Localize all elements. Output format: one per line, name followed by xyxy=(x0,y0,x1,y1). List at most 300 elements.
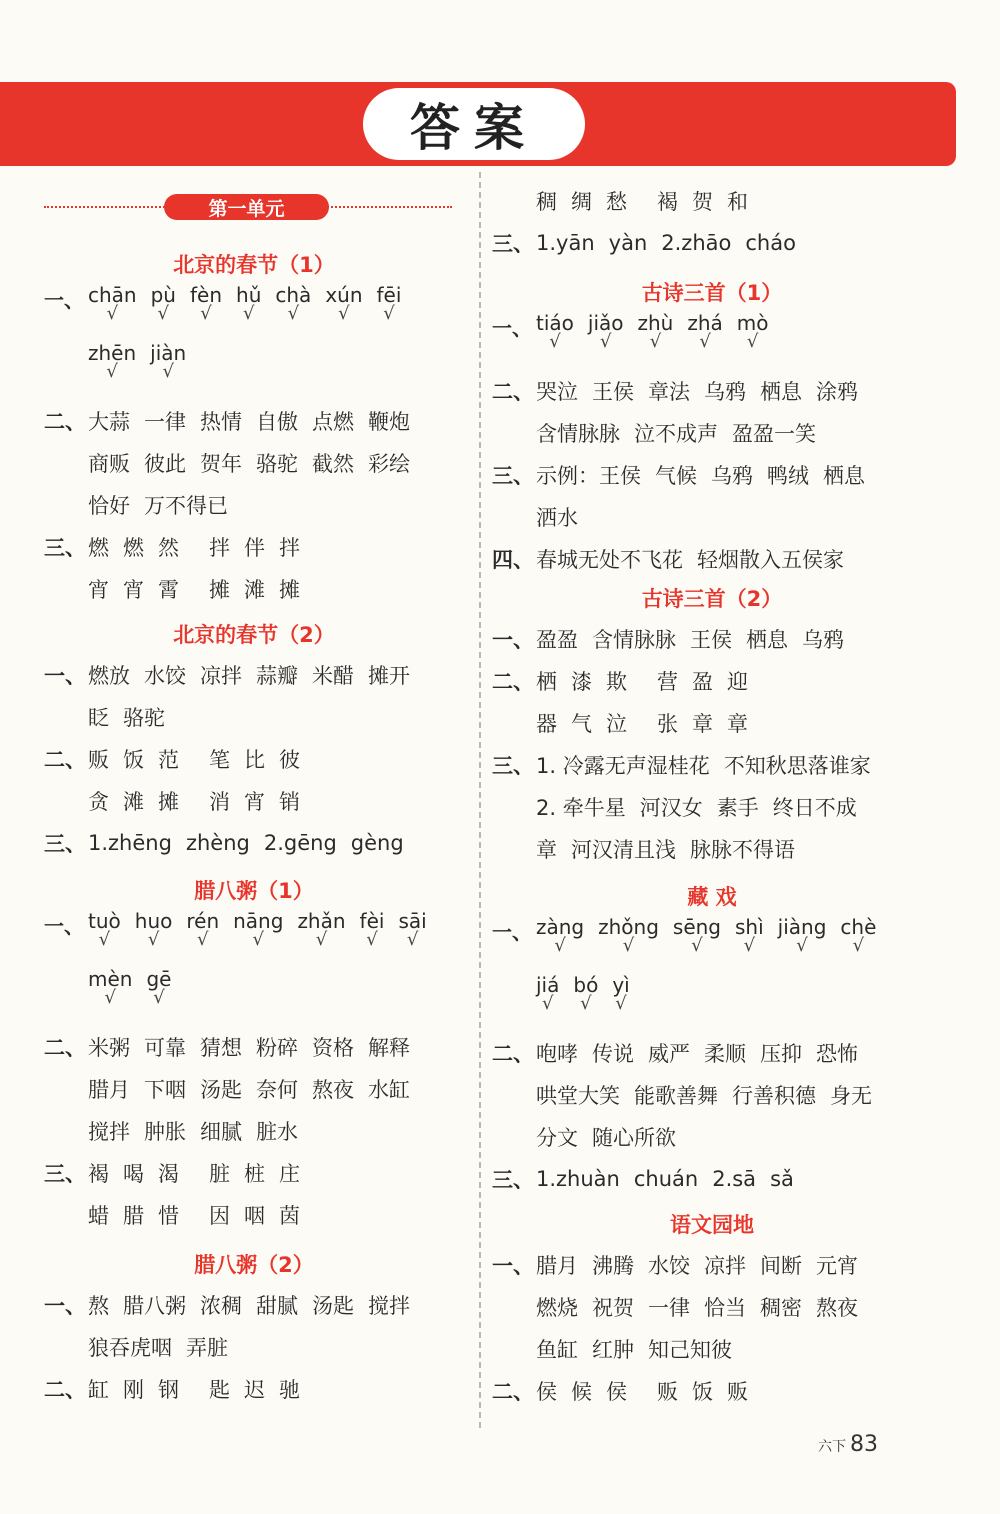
answer-item: 不知秋思落谁家 xyxy=(723,754,871,778)
pinyin-text: zhēn xyxy=(88,341,137,365)
answer-item: 脉脉不得语 xyxy=(690,838,795,862)
row-label: 二、 xyxy=(492,1042,534,1066)
answer-item: 终日不成 xyxy=(772,796,857,820)
answer-row xyxy=(492,744,932,786)
answer-item: 柔顺 xyxy=(704,1042,746,1066)
answer-item: 大蒜 xyxy=(88,410,130,434)
pinyin-text: jiá xyxy=(536,973,560,997)
check-mark-icon: √ xyxy=(200,303,212,324)
answer-item: 汤匙 xyxy=(200,1078,242,1102)
answer-item: cháo xyxy=(745,231,796,255)
answer-item: 宵 xyxy=(123,578,144,602)
answer-section xyxy=(492,882,932,1200)
answer-item: 蜡 xyxy=(88,1204,109,1228)
pinyin-text: xún xyxy=(325,283,363,307)
answer-item: 侯 xyxy=(606,1380,627,1404)
answer-item: 滩 xyxy=(123,790,144,814)
answer-item: 一律 xyxy=(144,410,186,434)
answer-item: 摊 xyxy=(158,790,179,814)
pinyin-text: jiàn xyxy=(150,341,187,365)
answer-item: 河汉女 xyxy=(639,796,703,820)
answer-item: 哭泣 xyxy=(536,380,578,404)
answer-row xyxy=(492,1286,932,1328)
row-label: 二、 xyxy=(44,748,86,772)
pinyin-text: zhá xyxy=(687,311,723,335)
answer-item: 红肿 xyxy=(592,1338,634,1362)
check-mark-icon: √ xyxy=(852,935,865,956)
answer-item: 稠密 xyxy=(760,1296,802,1320)
answer-row xyxy=(44,442,464,484)
check-mark-icon: √ xyxy=(106,361,118,382)
answer-item: 桩 xyxy=(244,1162,265,1186)
answer-row xyxy=(492,618,932,660)
answer-item: 缸 xyxy=(88,1378,109,1402)
answer-row xyxy=(44,1110,464,1152)
answer-item: 间断 xyxy=(760,1254,802,1278)
pinyin-answer xyxy=(186,910,219,948)
answer-item: 愁 xyxy=(606,190,627,214)
answer-item: 渴 xyxy=(158,1162,179,1186)
pinyin-answer xyxy=(360,910,385,948)
answer-item: 王侯 xyxy=(690,628,732,652)
answer-section xyxy=(492,278,932,580)
answer-item: 弄脏 xyxy=(186,1336,228,1360)
check-mark-icon: √ xyxy=(622,935,635,956)
answer-item: 盈盈 xyxy=(536,628,578,652)
answer-item: 能歌善舞 xyxy=(634,1084,718,1108)
check-mark-icon: √ xyxy=(406,929,419,950)
pinyin-text: bó xyxy=(573,973,599,997)
answer-item: 盈 xyxy=(692,670,713,694)
check-mark-icon: √ xyxy=(252,929,265,950)
answer-item: 2. 牵牛星 xyxy=(536,796,626,820)
pinyin-row xyxy=(492,916,932,974)
answer-item: 洒水 xyxy=(536,506,578,530)
pinyin-text: rén xyxy=(186,909,220,933)
answer-item: 宵 xyxy=(88,578,109,602)
answer-item: 乌鸦 xyxy=(802,628,844,652)
answer-item: 饭 xyxy=(692,1380,713,1404)
answer-item: 含情脉脉 xyxy=(536,422,620,446)
row-label: 一、 xyxy=(492,920,532,944)
answer-item: 拌 xyxy=(279,536,300,560)
answer-item: gèng xyxy=(350,831,404,855)
section-title: 腊八粥（1） xyxy=(194,879,314,903)
answer-item: 营 xyxy=(657,670,678,694)
answer-item: 米粥 xyxy=(88,1036,130,1060)
row-label: 三、 xyxy=(44,1162,86,1186)
pinyin-answer xyxy=(573,974,598,1012)
pinyin-text: shì xyxy=(735,915,764,939)
pinyin-text: mò xyxy=(736,311,769,335)
check-mark-icon: √ xyxy=(615,993,627,1014)
answer-item: 粉碎 xyxy=(256,1036,298,1060)
check-mark-icon: √ xyxy=(153,987,165,1008)
answer-item: 燃 xyxy=(88,536,109,560)
answer-item: 燃 xyxy=(123,536,144,560)
answer-item: 狼吞虎咽 xyxy=(88,1336,172,1360)
answer-row xyxy=(44,1152,464,1194)
answer-item: 喝 xyxy=(123,1162,144,1186)
pinyin-answer xyxy=(687,312,722,350)
answer-item: 恰当 xyxy=(704,1296,746,1320)
answer-item: 咆哮 xyxy=(536,1042,578,1066)
pinyin-text: zàng xyxy=(536,915,585,939)
answer-row xyxy=(492,1032,932,1074)
pinyin-row xyxy=(44,284,464,342)
answer-item: 候 xyxy=(571,1380,592,1404)
check-mark-icon: √ xyxy=(106,303,119,324)
section-title: 语文园地 xyxy=(670,1213,754,1237)
answer-row xyxy=(492,1328,932,1370)
answer-item: 气候 xyxy=(655,464,697,488)
unit-header xyxy=(44,194,452,220)
answer-item: 春城无处不飞花 xyxy=(536,548,683,572)
check-mark-icon: √ xyxy=(699,331,711,352)
pinyin-answer xyxy=(735,916,764,954)
answer-row xyxy=(492,222,932,264)
pinyin-answer xyxy=(737,312,769,350)
check-mark-icon: √ xyxy=(383,303,395,324)
check-mark-icon: √ xyxy=(746,331,759,352)
answer-item: 燃放 xyxy=(88,664,130,688)
answer-item: 脏水 xyxy=(256,1120,298,1144)
answer-item: 漆 xyxy=(571,670,592,694)
answer-item: 惜 xyxy=(158,1204,179,1228)
pinyin-answer xyxy=(88,284,137,322)
pinyin-answer xyxy=(398,910,426,948)
answer-item: 随心所欲 xyxy=(592,1126,676,1150)
answer-item: 凉拌 xyxy=(704,1254,746,1278)
answer-row xyxy=(44,1284,464,1326)
column-divider xyxy=(479,172,481,1428)
answer-item: 钢 xyxy=(158,1378,179,1402)
answer-item: 霄 xyxy=(158,578,179,602)
answer-item: 2.sā xyxy=(712,1167,757,1191)
answer-row xyxy=(492,702,932,744)
pinyin-text: chè xyxy=(840,915,877,939)
row-label: 一、 xyxy=(492,628,534,652)
answer-item: 鸭绒 xyxy=(767,464,809,488)
answer-item: 解释 xyxy=(368,1036,410,1060)
section-title: 古诗三首（2） xyxy=(641,587,783,611)
answer-item: 章 xyxy=(727,712,748,736)
answer-item: 贩 xyxy=(657,1380,678,1404)
answer-item: 伴 xyxy=(244,536,265,560)
answer-item: 咽 xyxy=(244,1204,265,1228)
row-label: 二、 xyxy=(44,1378,86,1402)
page-title: 答案 xyxy=(363,88,585,160)
row-label: 二、 xyxy=(492,380,534,404)
answer-item: 和 xyxy=(727,190,748,214)
answer-section xyxy=(492,584,932,870)
answer-item: 行善积德 xyxy=(732,1084,816,1108)
row-label: 二、 xyxy=(44,410,86,434)
pinyin-answer xyxy=(598,916,659,954)
pinyin-text: tiáo xyxy=(536,311,574,335)
pinyin-text: huo xyxy=(134,909,173,933)
check-mark-icon: √ xyxy=(147,929,160,950)
answer-item: 熬夜 xyxy=(816,1296,858,1320)
answer-item: chuán xyxy=(633,1167,699,1191)
pinyin-answer xyxy=(151,284,176,322)
answer-item: 水饺 xyxy=(144,664,186,688)
pinyin-answer xyxy=(536,916,584,954)
answer-item: 1.zhuàn xyxy=(536,1167,620,1191)
pinyin-answer xyxy=(88,910,121,948)
section-title: 北京的春节（1） xyxy=(173,253,335,277)
check-mark-icon: √ xyxy=(98,929,111,950)
pinyin-answer xyxy=(536,312,574,350)
answer-item: 章法 xyxy=(648,380,690,404)
answer-row xyxy=(492,496,932,538)
check-mark-icon: √ xyxy=(242,303,255,324)
answer-item: 贩 xyxy=(727,1380,748,1404)
answer-item: zhèng xyxy=(185,831,250,855)
answer-item: 2.gēng xyxy=(263,831,337,855)
answer-item: 贺 xyxy=(692,190,713,214)
answer-item: 销 xyxy=(279,790,300,814)
answer-item: 泣 xyxy=(606,712,627,736)
check-mark-icon: √ xyxy=(691,935,703,956)
answer-row xyxy=(44,1026,464,1068)
answer-row xyxy=(492,538,932,580)
pinyin-answer xyxy=(536,974,559,1012)
check-mark-icon: √ xyxy=(649,331,662,352)
answer-item: 鱼缸 xyxy=(536,1338,578,1362)
answer-item: 搅拌 xyxy=(368,1294,410,1318)
answer-item: 分文 xyxy=(536,1126,578,1150)
check-mark-icon: √ xyxy=(599,331,612,352)
answer-item: 水缸 xyxy=(368,1078,410,1102)
pinyin-text: yì xyxy=(612,973,630,997)
answer-item: 迟 xyxy=(244,1378,265,1402)
row-label: 三、 xyxy=(44,832,86,856)
answer-item: 彼 xyxy=(279,748,300,772)
check-mark-icon: √ xyxy=(162,361,174,382)
answer-item: 祝贺 xyxy=(592,1296,634,1320)
answer-row xyxy=(44,568,464,610)
pinyin-text: zhǒng xyxy=(598,915,659,939)
answer-item: 栖息 xyxy=(823,464,865,488)
pinyin-answer xyxy=(778,916,827,954)
answer-item: 万不得已 xyxy=(144,494,228,518)
answer-item: 猜想 xyxy=(200,1036,242,1060)
answer-row xyxy=(492,786,932,828)
check-mark-icon: √ xyxy=(549,331,561,352)
pinyin-answer xyxy=(190,284,222,322)
check-mark-icon: √ xyxy=(796,935,808,956)
check-mark-icon: √ xyxy=(287,303,300,324)
pinyin-answer xyxy=(275,284,311,322)
answer-row xyxy=(492,1074,932,1116)
pinyin-answer xyxy=(135,910,173,948)
row-label: 二、 xyxy=(492,670,534,694)
answer-item: 稠 xyxy=(536,190,557,214)
answer-row xyxy=(492,180,932,222)
answer-row xyxy=(44,526,464,568)
pinyin-text: jiàng xyxy=(777,915,827,939)
answer-item: 彼此 xyxy=(144,452,186,476)
answer-item: 下咽 xyxy=(144,1078,186,1102)
answer-item: 压抑 xyxy=(760,1042,802,1066)
section-title: 藏 戏 xyxy=(687,885,737,909)
answer-item: 贪 xyxy=(88,790,109,814)
answer-item: 凉拌 xyxy=(200,664,242,688)
answer-item: 迎 xyxy=(727,670,748,694)
pinyin-text: gē xyxy=(146,967,172,991)
pinyin-row xyxy=(44,910,464,968)
row-label: 一、 xyxy=(44,914,84,938)
answer-item: 气 xyxy=(571,712,592,736)
answer-item: 器 xyxy=(536,712,557,736)
row-label: 三、 xyxy=(492,464,534,488)
answer-item: 骆驼 xyxy=(123,706,165,730)
answer-row xyxy=(492,828,932,870)
pinyin-text: chà xyxy=(275,283,312,307)
row-label: 四、 xyxy=(492,548,534,572)
answer-row xyxy=(44,1326,464,1368)
answer-item: 2.zhāo xyxy=(661,231,732,255)
check-mark-icon: √ xyxy=(315,929,328,950)
pinyin-answer xyxy=(88,968,132,1006)
pinyin-answer xyxy=(88,342,136,380)
answer-item: 滩 xyxy=(244,578,265,602)
pinyin-text: hǔ xyxy=(236,283,262,307)
answer-row xyxy=(492,1370,932,1412)
answer-item: 乌鸦 xyxy=(704,380,746,404)
answer-item: 元宵 xyxy=(816,1254,858,1278)
answer-item: 贩 xyxy=(88,748,109,772)
pinyin-text: zhù xyxy=(637,311,674,335)
answer-item: 哄堂大笑 xyxy=(536,1084,620,1108)
answer-item: 脏 xyxy=(209,1162,230,1186)
check-mark-icon: √ xyxy=(541,993,554,1014)
answer-row xyxy=(44,822,464,864)
answer-item: 茵 xyxy=(279,1204,300,1228)
answer-item: 恰好 xyxy=(88,494,130,518)
answer-item: 恐怖 xyxy=(816,1042,858,1066)
section-title: 古诗三首（1） xyxy=(641,281,783,305)
answer-item: 熬夜 xyxy=(312,1078,354,1102)
answer-row xyxy=(44,484,464,526)
check-mark-icon: √ xyxy=(554,935,566,956)
answer-item: 截然 xyxy=(312,452,354,476)
check-mark-icon: √ xyxy=(580,993,592,1014)
answer-row xyxy=(44,654,464,696)
check-mark-icon: √ xyxy=(338,303,350,324)
row-label: 一、 xyxy=(44,288,84,312)
row-label: 二、 xyxy=(44,1036,86,1060)
answer-item: 骆驼 xyxy=(256,452,298,476)
pinyin-answer xyxy=(150,342,186,380)
pinyin-text: fèi xyxy=(359,909,385,933)
answer-item: 驰 xyxy=(279,1378,300,1402)
check-mark-icon: √ xyxy=(157,303,170,324)
answer-item: 沸腾 xyxy=(592,1254,634,1278)
check-mark-icon: √ xyxy=(743,935,756,956)
answer-item: 汤匙 xyxy=(312,1294,354,1318)
answer-section xyxy=(44,620,464,864)
answer-item: 涂鸦 xyxy=(816,380,858,404)
answer-row xyxy=(492,1158,932,1200)
answer-section xyxy=(492,180,932,264)
pinyin-row xyxy=(44,968,464,1026)
answer-item: 贺年 xyxy=(200,452,242,476)
answer-item: 资格 xyxy=(312,1036,354,1060)
pinyin-answer xyxy=(233,910,283,948)
page-number: 六下 83 xyxy=(818,1432,878,1457)
answer-row xyxy=(44,780,464,822)
pinyin-answer xyxy=(297,910,345,948)
answer-item: 水饺 xyxy=(648,1254,690,1278)
answer-item: 摊 xyxy=(209,578,230,602)
answer-item: 笔 xyxy=(209,748,230,772)
pinyin-row xyxy=(492,312,932,370)
answer-item: 蒜瓣 xyxy=(256,664,298,688)
answer-item: 眨 xyxy=(88,706,109,730)
answer-row xyxy=(44,738,464,780)
answer-row xyxy=(44,1368,464,1410)
answer-item: 素手 xyxy=(716,796,759,820)
row-label: 一、 xyxy=(44,664,86,688)
answer-row xyxy=(44,1194,464,1236)
answer-item: 腊月 xyxy=(88,1078,130,1102)
answer-item: 轻烟散入五侯家 xyxy=(697,548,844,572)
pinyin-text: fèn xyxy=(189,283,223,307)
answer-item: 彩绘 xyxy=(368,452,410,476)
answer-item: 可靠 xyxy=(144,1036,186,1060)
pinyin-text: tuò xyxy=(88,909,121,933)
answer-item: 腊 xyxy=(123,1204,144,1228)
pinyin-text: fēi xyxy=(376,283,402,307)
answer-item: 搅拌 xyxy=(88,1120,130,1144)
answer-item: 米醋 xyxy=(312,664,354,688)
answer-item: 张 xyxy=(657,712,678,736)
pinyin-answer xyxy=(612,974,629,1012)
answer-row xyxy=(492,454,932,496)
answer-item: 栖息 xyxy=(746,628,788,652)
answer-item: sǎ xyxy=(770,1167,794,1191)
answer-section xyxy=(44,876,464,1236)
pinyin-row xyxy=(492,974,932,1032)
row-label: 一、 xyxy=(492,316,532,340)
row-label: 三、 xyxy=(44,536,86,560)
row-label: 二、 xyxy=(492,1380,534,1404)
answer-item: 摊开 xyxy=(368,664,410,688)
row-label: 三、 xyxy=(492,1168,534,1192)
answer-item: 示例：王侯 xyxy=(536,464,641,488)
answer-item: 范 xyxy=(158,748,179,772)
pinyin-answer xyxy=(146,968,171,1006)
answer-item: 拌 xyxy=(209,536,230,560)
answer-item: 饭 xyxy=(123,748,144,772)
answer-item: 自傲 xyxy=(256,410,298,434)
pinyin-text: pù xyxy=(150,283,176,307)
answer-item: 传说 xyxy=(592,1042,634,1066)
answer-item: 1. 冷露无声湿桂花 xyxy=(536,754,710,778)
answer-item: 匙 xyxy=(209,1378,230,1402)
answer-item: 知己知彼 xyxy=(648,1338,732,1362)
answer-item: yàn xyxy=(608,231,648,255)
answer-item: 王侯 xyxy=(592,380,634,404)
answer-item: 宵 xyxy=(244,790,265,814)
answer-item: 热情 xyxy=(200,410,242,434)
answer-item: 因 xyxy=(209,1204,230,1228)
answer-item: 商贩 xyxy=(88,452,130,476)
answer-item: 身无 xyxy=(830,1084,872,1108)
answer-item: 燃烧 xyxy=(536,1296,578,1320)
